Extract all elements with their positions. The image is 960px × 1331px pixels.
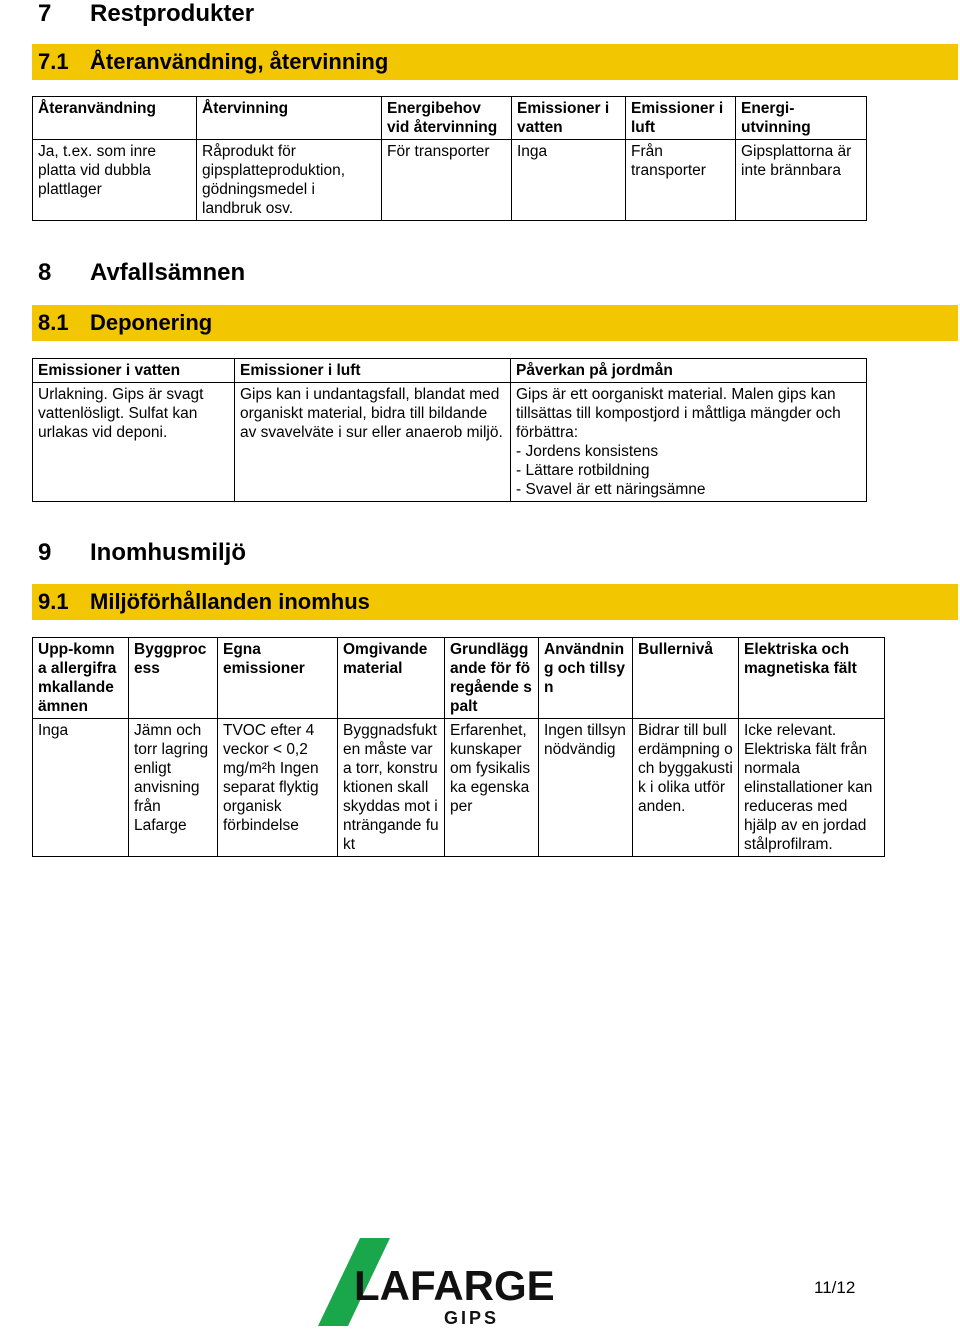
soil-impact-cell bbox=[511, 383, 867, 502]
table-header-row bbox=[33, 97, 867, 140]
section-heading-7 bbox=[38, 0, 254, 28]
subsection-number: 7.1 bbox=[38, 49, 69, 74]
indoor-environment-table bbox=[32, 637, 885, 857]
header-cell: Påverkan på jordmån bbox=[511, 359, 867, 383]
landfill-table bbox=[32, 358, 867, 502]
table-cell: Urlakning. Gips är svagt vattenlösligt. Sulfat kan urlakas vid deponi. bbox=[33, 383, 235, 502]
header-cell: Återanvändning bbox=[33, 97, 197, 140]
table-cell: Från transporter bbox=[626, 140, 736, 221]
logo-sub-text: GIPS bbox=[444, 1308, 500, 1328]
list-item: - Svavel är ett näringsämne bbox=[516, 481, 706, 498]
header-cell: Emissioner i luft bbox=[235, 359, 511, 383]
header-cell: Emissioner i luft bbox=[626, 97, 736, 140]
table-row bbox=[33, 383, 867, 502]
header-cell: Byggprocess bbox=[129, 638, 218, 719]
header-cell: Emissioner i vatten bbox=[33, 359, 235, 383]
subsection-title: Deponering bbox=[90, 310, 213, 335]
subsection-heading-8-1 bbox=[32, 305, 958, 341]
section-number: 7 bbox=[38, 0, 52, 27]
table-cell: Jämn och torr lagring enligt anvisning från Lafarge bbox=[129, 719, 218, 857]
table-row bbox=[33, 140, 867, 221]
table-cell: TVOC efter 4 veckor < 0,2 mg/m²h Ingen separat flyktig organisk förbindelse bbox=[218, 719, 338, 857]
logo-brand-text: LAFARGE bbox=[354, 1262, 555, 1309]
section-title: Restprodukter bbox=[90, 0, 255, 27]
header-cell: Bullernivå bbox=[633, 638, 739, 719]
header-cell: Energi-utvinning bbox=[736, 97, 867, 140]
page-number: 11/12 bbox=[814, 1278, 856, 1297]
section-heading-9 bbox=[38, 539, 246, 567]
table-cell: Gips kan i undantagsfall, blandat med organiskt material, bidra till bildande av svavelväte i sur eller anaerob miljö. bbox=[235, 383, 511, 502]
list-item: - Jordens konsistens bbox=[516, 443, 659, 460]
table-cell: Inga bbox=[33, 719, 129, 857]
subsection-number: 9.1 bbox=[38, 589, 69, 614]
table-cell: Ja, t.ex. som inre platta vid dubbla plattlager bbox=[33, 140, 197, 221]
reuse-recycling-table bbox=[32, 96, 867, 221]
section-heading-8 bbox=[38, 259, 245, 287]
subsection-number: 8.1 bbox=[38, 310, 69, 335]
table-cell: Erfarenhet, kunskaper om fysikaliska egenskaper bbox=[445, 719, 539, 857]
header-cell: Grundläggande för föregående spalt bbox=[445, 638, 539, 719]
table-cell: Gipsplattorna är inte brännbara bbox=[736, 140, 867, 221]
table-cell: Råprodukt för gipsplatteproduktion, gödningsmedel i landbruk osv. bbox=[197, 140, 382, 221]
subsection-title: Miljöförhållanden inomhus bbox=[90, 589, 370, 614]
section-number: 8 bbox=[38, 259, 52, 286]
table-cell: Byggnadsfukten måste vara torr, konstruktionen skall skyddas mot inträngande fukt bbox=[338, 719, 445, 857]
subsection-heading-9-1 bbox=[32, 584, 958, 620]
header-cell: Användning och tillsyn bbox=[539, 638, 633, 719]
section-number: 9 bbox=[38, 539, 52, 566]
lafarge-gips-logo bbox=[318, 1236, 588, 1328]
table-header-row bbox=[33, 359, 867, 383]
section-title: Inomhusmiljö bbox=[90, 539, 246, 566]
table-cell: För transporter bbox=[382, 140, 512, 221]
list-item: - Lättare rotbildning bbox=[516, 462, 650, 479]
header-cell: Elektriska och magnetiska fält bbox=[739, 638, 885, 719]
table-cell: Icke relevant. Elektriska fält från normala elinstallationer kan reduceras med hjälp av en jordad stålprofilram. bbox=[739, 719, 885, 857]
subsection-heading-7-1 bbox=[32, 44, 958, 80]
table-cell: Ingen tillsyn nödvändig bbox=[539, 719, 633, 857]
table-cell: Inga bbox=[512, 140, 626, 221]
header-cell: Emissioner i vatten bbox=[512, 97, 626, 140]
table-header-row bbox=[33, 638, 885, 719]
header-cell: Energibehov vid återvinning bbox=[382, 97, 512, 140]
section-title: Avfallsämnen bbox=[90, 259, 246, 286]
subsection-title: Återanvändning, återvinning bbox=[90, 49, 389, 74]
header-cell: Egna emissioner bbox=[218, 638, 338, 719]
header-cell: Omgivande material bbox=[338, 638, 445, 719]
soil-impact-intro: Gips är ett oorganiskt material. Malen gips kan tillsättas till kompostjord i måttliga mängder och förbättra: bbox=[516, 386, 841, 441]
table-row bbox=[33, 719, 885, 857]
header-cell: Upp-komna allergiframkallande ämnen bbox=[33, 638, 129, 719]
header-cell: Återvinning bbox=[197, 97, 382, 140]
table-cell: Bidrar till bullerdämpning och byggakustik i olika utföranden. bbox=[633, 719, 739, 857]
